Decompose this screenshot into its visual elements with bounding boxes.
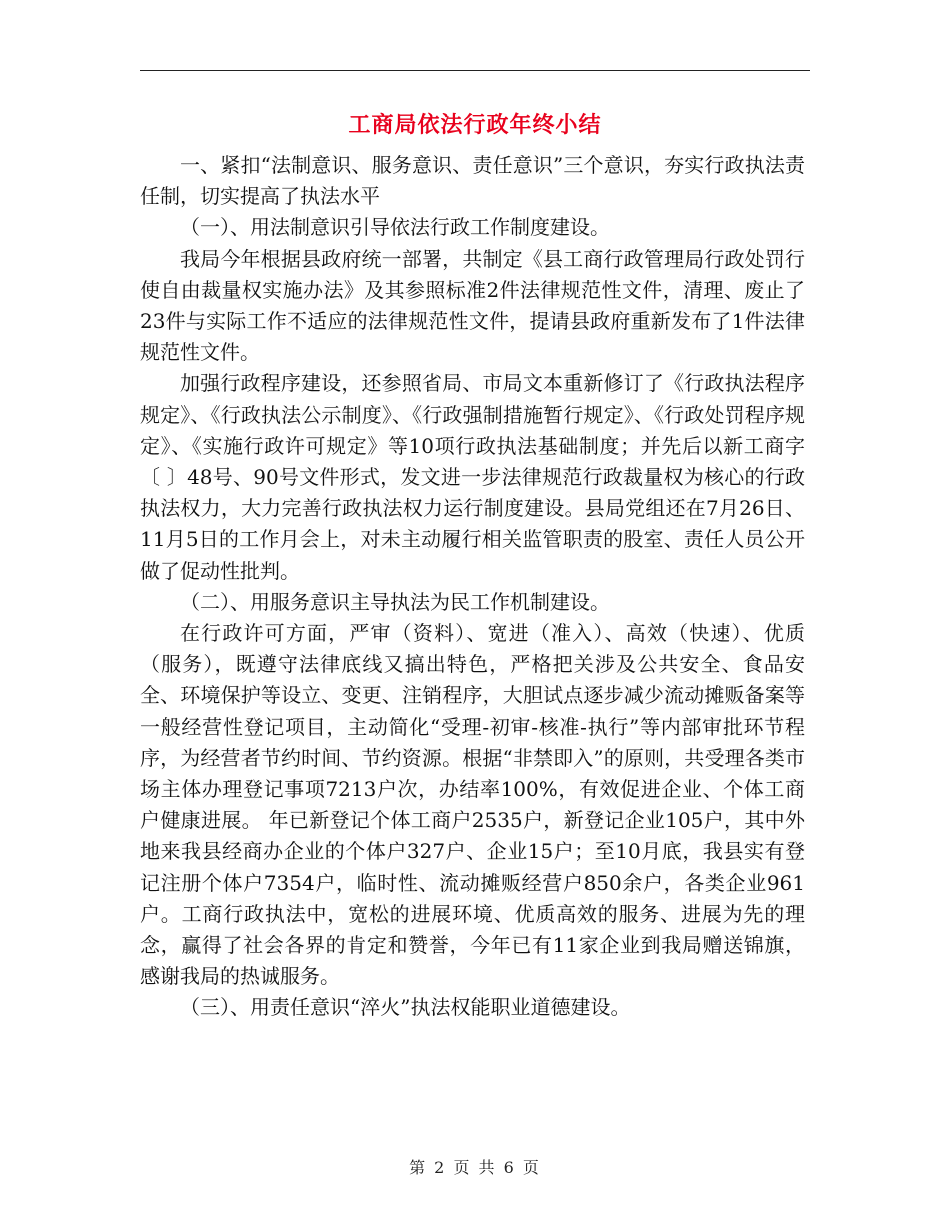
body-paragraph: 在行政许可方面，严审（资料）、宽进（准入）、高效（快速）、优质（服务），既遵守法律底线又搞出特色，严格把关涉及公共安全、食品安全、环境保护等设立、变更、注销程序，大胆试点逐步减少流动摊贩备案等一般经营性登记项目，主动简化“受理-初审-核准-执行”等内部审批环节程序，为经营者节约时间、节约资源。根据“非禁即入”的原则，共受理各类市场主体办理登记事项7213户次，办结率100%，有效促进企业、个体工商户健康进展。 年已新登记个体工商户2535户，新登记企业105户，其中外地来我县经商办企业的个体户327户、企业15户；至10月底，我县实有登记注册个体户7354户，临时性、流动摊贩经营户850余户，各类企业961户。工商行政执法中，宽松的进展环境、优质高效的服务、进展为先的理念，赢得了社会各界的肯定和赞誉，今年已有11家企业到我局赠送锦旗，感谢我局的热诚服务。: [140, 621, 805, 989]
subsection-heading-3: （三）、用责任意识“淬火”执法权能职业道德建设。: [180, 995, 631, 1020]
subsection-heading-2: （二）、用服务意识主导执法为民工作机制建设。: [180, 589, 610, 614]
document-title: 工商局依法行政年终小结: [348, 112, 602, 138]
body-paragraph: 我局今年根据县政府统一部署，共制定《县工商行政管理局行政处罚行使自由裁量权实施办法》及其参照标准2件法律规范性文件，清理、废止了23件与实际工作不适应的法律规范性文件，提请县政府重新发布了1件法律规范性文件。: [140, 246, 805, 365]
subsection-heading-1: （一）、用法制意识引导依法行政工作制度建设。: [180, 215, 610, 240]
page-number: 第 2 页 共 6 页: [409, 1158, 541, 1177]
header-rule: [140, 70, 810, 71]
document-body: [140, 150, 805, 1024]
section-heading-1: 一、紧扣“法制意识、服务意识、责任意识”三个意识，夯实行政执法责任制，切实提高了执法水平: [140, 153, 805, 209]
body-paragraph: 加强行政程序建设，还参照省局、市局文本重新修订了《行政执法程序规定》、《行政执法公示制度》、《行政强制措施暂行规定》、《行政处罚程序规定》、《实施行政许可规定》等10项行政执法基础制度；并先后以新工商字〔 〕48号、90号文件形式，发文进一步法律规范行政裁量权为核心的行政执法权力，大力完善行政执法权力运行制度建设。县局党组还在7月26日、11月5日的工作月会上，对未主动履行相关监管职责的股室、责任人员公开做了促动性批判。: [140, 371, 805, 583]
